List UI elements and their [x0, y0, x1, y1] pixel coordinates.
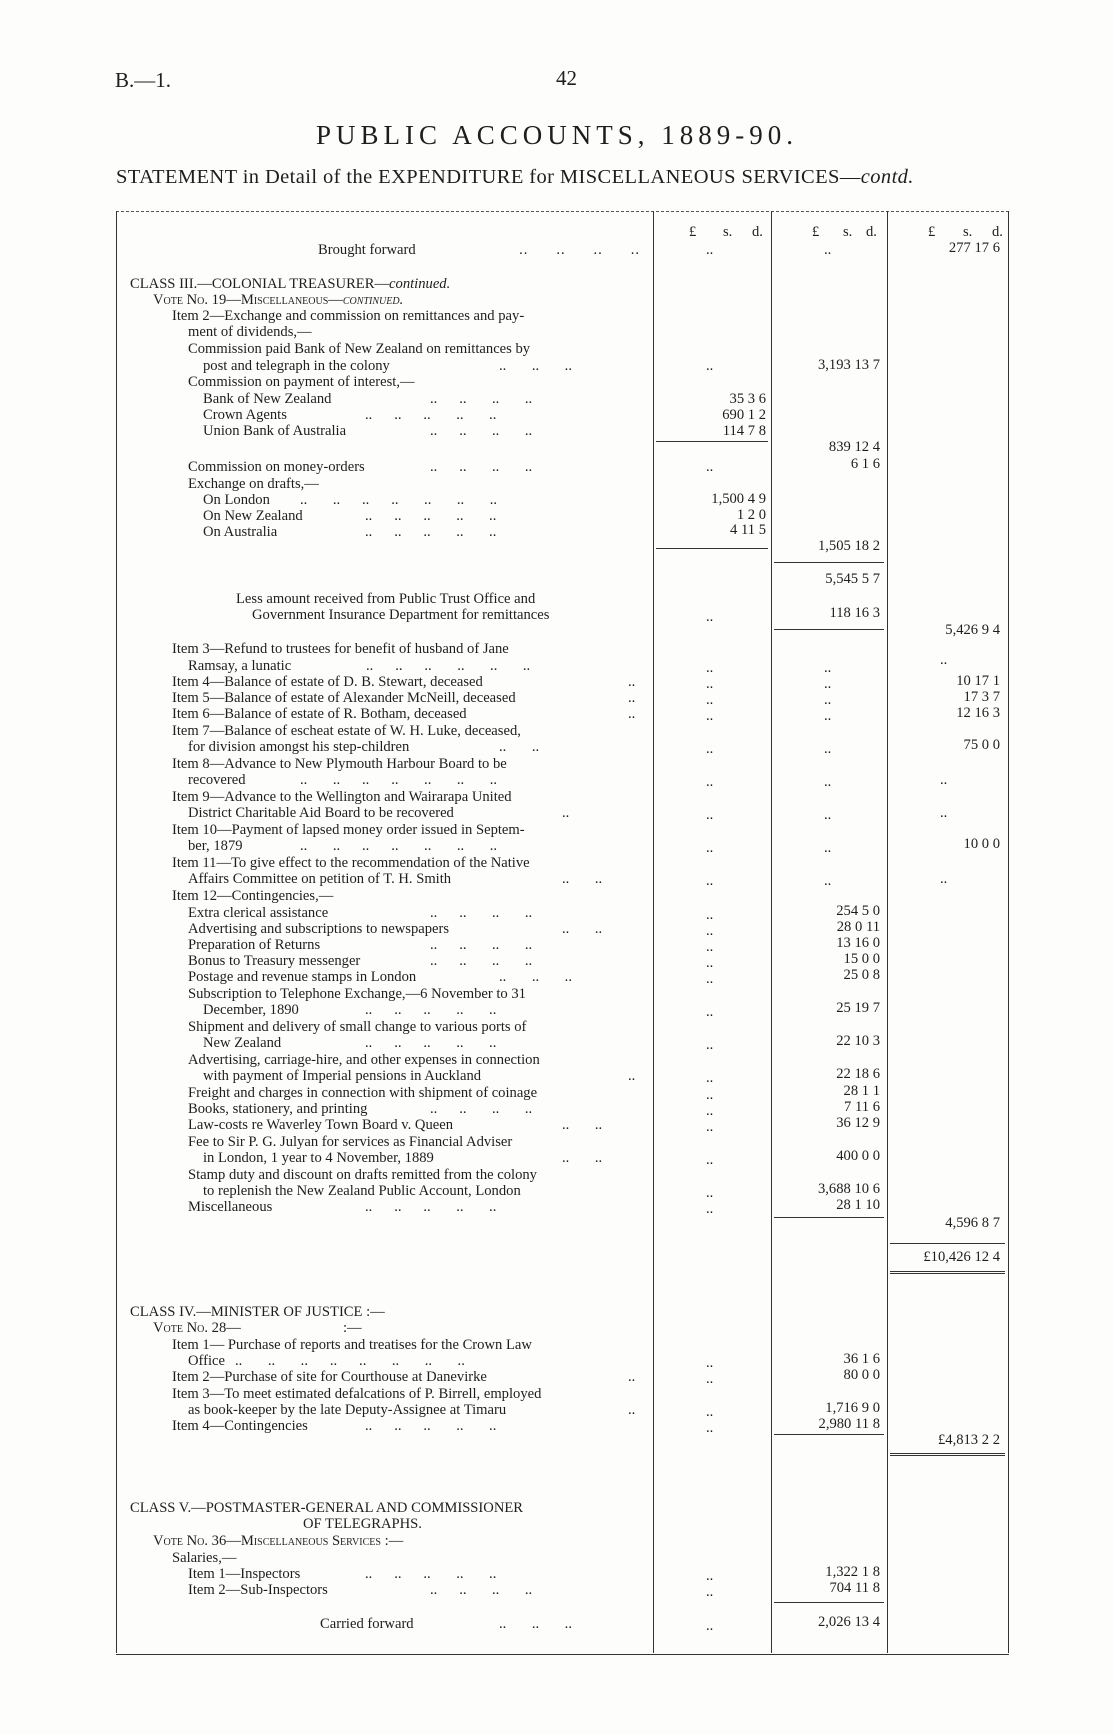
- class-3-heading: [130, 276, 450, 292]
- subtotal-rule: [774, 629, 884, 630]
- freight-label: Freight and charges in connection with shipment of coinage: [188, 1085, 538, 1101]
- leader-dots: .. ..: [562, 1117, 603, 1133]
- total-rule: [890, 1243, 1005, 1244]
- item-10-amount: 10 0 0: [963, 836, 1000, 852]
- drafts-total: 1,505 18 2: [817, 538, 880, 554]
- col2-dots: ..: [824, 873, 832, 889]
- item-2-total: 5,426 9 4: [945, 622, 1000, 638]
- leader-dots: .. ..: [562, 1150, 603, 1166]
- total-double-rule: [890, 1453, 1005, 1456]
- leader-dots: .. .. .. ..: [430, 953, 533, 969]
- col1-dots: ..: [706, 708, 714, 724]
- leader-dots: .. ..: [499, 739, 540, 755]
- vote-28-colon: :—: [343, 1320, 362, 1336]
- justice-item-1-line-2: Office: [188, 1353, 226, 1369]
- class-5-heading-line-1: CLASS V.—POSTMASTER-GENERAL AND COMMISSIONER: [130, 1500, 524, 1516]
- crown-agents-label: Crown Agents: [203, 407, 287, 423]
- item-6-label: Item 6—Balance of estate of R. Botham, deceased: [172, 706, 467, 722]
- subtotal-rule: [774, 1602, 884, 1603]
- on-london-label: On London: [203, 492, 270, 508]
- col1-dots: ..: [706, 741, 714, 757]
- subtotal-amount: 5,545 5 7: [825, 571, 880, 587]
- leader-dots: .. .. .. .. ..: [365, 1566, 497, 1582]
- col2-dots: ..: [824, 660, 832, 676]
- col1-dots: ..: [706, 1070, 714, 1086]
- col2-dots: ..: [824, 741, 832, 757]
- leader-dots: .. .. .. .. ..: [365, 1035, 497, 1051]
- inspectors-label: Item 1—Inspectors: [188, 1566, 301, 1582]
- books-label: Books, stationery, and printing: [188, 1101, 368, 1117]
- leader-dots: .. .. .. ..: [430, 391, 533, 407]
- col1-dots: ..: [706, 873, 714, 889]
- clerical-amount: 254 5 0: [836, 903, 880, 919]
- freight-amount: 28 1 1: [843, 1083, 880, 1099]
- vote-36-heading: Vote No. 36—Miscellaneous Services :—: [153, 1533, 404, 1549]
- page-title: PUBLIC ACCOUNTS, 1889-90.: [315, 120, 799, 150]
- col1-dots: ..: [706, 1371, 714, 1387]
- brought-forward-label: Brought forward: [318, 242, 416, 258]
- bank-of-new-zealand-label: Bank of New Zealand: [203, 391, 332, 407]
- leader-dots: .. ..: [562, 871, 603, 887]
- col2-dots: ..: [824, 242, 832, 258]
- leader-dots: ..: [628, 1369, 636, 1385]
- subtotal-rule: [774, 1217, 884, 1218]
- col1-dots: ..: [706, 907, 714, 923]
- on-new-zealand-amount: 1 2 0: [736, 507, 766, 523]
- col2-dots: ..: [824, 774, 832, 790]
- exchange-drafts-heading: Exchange on drafts,—: [188, 476, 319, 492]
- leader-dots: .. .. .. ..: [430, 423, 533, 439]
- leader-dots: .. .. .. ..: [519, 242, 640, 258]
- stamp-line-1: Stamp duty and discount on drafts remitted from the colony: [188, 1167, 537, 1183]
- item-8-line-1: Item 8—Advance to New Plymouth Harbour Board to be: [172, 756, 507, 772]
- col2-pound-header: £: [812, 224, 820, 240]
- class-4-total: £4,813 2 2: [937, 1432, 1000, 1448]
- item-4-amount: 10 17 1: [956, 673, 1000, 689]
- sub-inspectors-label: Item 2—Sub-Inspectors: [188, 1582, 328, 1598]
- telephone-line-2: December, 1890: [203, 1002, 299, 1018]
- col1-dots: ..: [706, 1119, 714, 1135]
- leader-dots: .. .. .. .. ..: [365, 508, 497, 524]
- fee-amount: 400 0 0: [836, 1148, 880, 1164]
- leader-dots: .. .. .. .. .. .. ..: [300, 838, 498, 854]
- item-2-line-1: Item 2—Exchange and commission on remittances and pay-: [172, 308, 525, 324]
- bonus-amount: 15 0 0: [843, 951, 880, 967]
- col1-shilling-header: s.: [723, 224, 733, 240]
- page-number: 42: [556, 66, 577, 90]
- col1-dots: ..: [706, 1355, 714, 1371]
- item-3-line-2: Ramsay, a lunatic: [188, 658, 292, 674]
- postage-label: Postage and revenue stamps in London: [188, 969, 417, 985]
- col1-dots: ..: [706, 692, 714, 708]
- item-5-label: Item 5—Balance of estate of Alexander McNeill, deceased: [172, 690, 516, 706]
- fee-line-1: Fee to Sir P. G. Julyan for services as Financial Adviser: [188, 1134, 513, 1150]
- advertising-amount: 28 0 11: [836, 919, 880, 935]
- on-new-zealand-label: On New Zealand: [203, 508, 303, 524]
- col3-dots: ..: [940, 871, 948, 887]
- table-rule-right: [1008, 211, 1009, 1653]
- col3-shilling-header: s.: [963, 224, 973, 240]
- item-9-line-2: District Charitable Aid Board to be recovered: [188, 805, 454, 821]
- telephone-line-1: Subscription to Telephone Exchange,—6 November to 31: [188, 986, 526, 1002]
- leader-dots: .. .. .. ..: [430, 459, 533, 475]
- stamp-amount: 3,688 10 6: [817, 1181, 880, 1197]
- col1-dots: ..: [706, 1037, 714, 1053]
- col2-dots: ..: [824, 807, 832, 823]
- shipment-line-2: New Zealand: [203, 1035, 282, 1051]
- subtitle-main: STATEMENT in Detail of the EXPENDITURE for MISCELLANEOUS SERVICES—: [116, 166, 861, 188]
- lawcosts-amount: 36 12 9: [836, 1115, 880, 1131]
- leader-dots: .. .. .. .. ..: [365, 1199, 497, 1215]
- item-2-line-2: ment of dividends,—: [188, 324, 312, 340]
- commission-bnz-amount: 3,193 13 7: [817, 357, 880, 373]
- col1-dots: ..: [706, 609, 714, 625]
- col1-dots: ..: [706, 676, 714, 692]
- carriage-amount: 22 18 6: [836, 1066, 880, 1082]
- leader-dots: .. .. .. ..: [430, 905, 533, 921]
- justice-item-1-amount: 36 1 6: [843, 1351, 880, 1367]
- less-amount-line-1: Less amount received from Public Trust Office and: [236, 591, 536, 607]
- item-12-total: 4,596 8 7: [945, 1215, 1000, 1231]
- subtotal-rule: [656, 441, 768, 442]
- leader-dots: .. .. .. ..: [430, 1101, 533, 1117]
- item-8-line-2: recovered: [188, 772, 246, 788]
- leader-dots: .. .. .. ..: [430, 937, 533, 953]
- inspectors-amount: 1,322 1 8: [825, 1564, 880, 1580]
- col1-dots: ..: [706, 807, 714, 823]
- carried-forward-label: Carried forward: [320, 1616, 414, 1632]
- carried-forward-amount: 2,026 13 4: [817, 1614, 880, 1630]
- less-amount-line-2: Government Insurance Department for remittances: [252, 607, 550, 623]
- leader-dots: ..: [628, 706, 636, 722]
- class-4-heading: CLASS IV.—MINISTER OF JUSTICE :—: [130, 1304, 385, 1320]
- col1-dots: ..: [706, 459, 714, 475]
- col2-dots: ..: [824, 676, 832, 692]
- col1-pound-header: £: [689, 224, 697, 240]
- statement-subtitle: [116, 166, 914, 189]
- leader-dots: .. .. .. ..: [430, 1582, 533, 1598]
- item-11-line-2: Affairs Committee on petition of T. H. Smith: [188, 871, 452, 887]
- on-australia-label: On Australia: [203, 524, 278, 540]
- leader-dots: .. .. .. .. .. .. ..: [300, 772, 498, 788]
- col1-dots: ..: [706, 1004, 714, 1020]
- advertising-label: Advertising and subscriptions to newspapers: [188, 921, 450, 937]
- item-4-label: Item 4—Balance of estate of D. B. Stewart, deceased: [172, 674, 483, 690]
- leader-dots: .. .. .. .. ..: [365, 524, 497, 540]
- crown-agents-amount: 690 1 2: [722, 407, 766, 423]
- leader-dots: ..: [628, 690, 636, 706]
- carriage-line-2: with payment of Imperial pensions in Auckland: [203, 1068, 482, 1084]
- col3-pence-header: d.: [992, 224, 1003, 240]
- column-rule-1: [653, 211, 654, 1653]
- col1-dots: ..: [706, 242, 714, 258]
- vote-19-continued: continued.: [342, 292, 404, 308]
- item-9-line-1: Item 9—Advance to the Wellington and Wairarapa United: [172, 789, 512, 805]
- col3-pound-header: £: [928, 224, 936, 240]
- telephone-amount: 25 19 7: [836, 1000, 880, 1016]
- item-7-line-1: Item 7—Balance of escheat estate of W. H. Luke, deceased,: [172, 723, 521, 739]
- commission-interest-heading: Commission on payment of interest,—: [188, 374, 415, 390]
- bonus-label: Bonus to Treasury messenger: [188, 953, 361, 969]
- leader-dots: .. .. ..: [499, 969, 572, 985]
- column-rule-3: [887, 211, 888, 1653]
- class-5-heading-line-2: OF TELEGRAPHS.: [303, 1516, 422, 1532]
- item-12-heading: Item 12—Contingencies,—: [172, 888, 334, 904]
- leader-dots: .. .. .. .. .. .. .. ..: [235, 1353, 465, 1369]
- union-bank-amount: 114 7 8: [722, 423, 766, 439]
- leader-dots: ..: [628, 1402, 636, 1418]
- justice-item-3-amount: 1,716 9 0: [825, 1400, 880, 1416]
- union-bank-label: Union Bank of Australia: [203, 423, 347, 439]
- item-10-line-1: Item 10—Payment of lapsed money order issued in Septem-: [172, 822, 525, 838]
- justice-item-3-line-2: as book-keeper by the late Deputy-Assignee at Timaru: [188, 1402, 507, 1418]
- vote-19-heading: [153, 292, 403, 308]
- col1-dots: ..: [706, 774, 714, 790]
- total-double-rule: [890, 1271, 1005, 1274]
- justice-item-4-label: Item 4—Contingencies: [172, 1418, 308, 1434]
- col1-dots: ..: [706, 1568, 714, 1584]
- page-reference: B.—1.: [115, 68, 172, 92]
- col1-dots: ..: [706, 1201, 714, 1217]
- col1-dots: ..: [706, 1087, 714, 1103]
- col3-dots: ..: [940, 805, 948, 821]
- subtotal-rule: [774, 562, 884, 563]
- item-10-line-2: ber, 1879: [188, 838, 243, 854]
- books-amount: 7 11 6: [844, 1099, 880, 1115]
- col1-dots: ..: [706, 840, 714, 856]
- on-london-amount: 1,500 4 9: [711, 491, 766, 507]
- commission-bnz-line-2: post and telegraph in the colony: [203, 358, 390, 374]
- col1-dots: ..: [706, 1404, 714, 1420]
- subtotal-rule: [774, 1434, 884, 1435]
- col1-dots: ..: [706, 955, 714, 971]
- leader-dots: ..: [562, 805, 570, 821]
- shipment-amount: 22 10 3: [836, 1033, 880, 1049]
- subtotal-rule: [656, 548, 768, 549]
- col2-pence-header: d.: [866, 224, 877, 240]
- postage-amount: 25 0 8: [843, 967, 880, 983]
- brought-forward-amount: 277 17 6: [948, 240, 1000, 256]
- col1-dots: ..: [706, 1618, 714, 1634]
- stamp-line-2: to replenish the New Zealand Public Account, London: [203, 1183, 521, 1199]
- col1-dots: ..: [706, 1103, 714, 1119]
- justice-item-2-amount: 80 0 0: [843, 1367, 880, 1383]
- leader-dots: .. .. .. .. ..: [365, 1002, 497, 1018]
- leader-dots: .. .. .. .. ..: [365, 407, 497, 423]
- col2-dots: ..: [824, 692, 832, 708]
- commission-bnz-line-1: Commission paid Bank of New Zealand on remittances by: [188, 341, 531, 357]
- lawcosts-label: Law-costs re Waverley Town Board v. Queen: [188, 1117, 454, 1133]
- miscellaneous-label: Miscellaneous: [188, 1199, 273, 1215]
- vote-19-text: Vote No. 19—Miscellaneous—: [153, 292, 343, 308]
- miscellaneous-amount: 28 1 10: [836, 1197, 880, 1213]
- class-3-text: CLASS III.—COLONIAL TREASURER—: [130, 276, 390, 292]
- col1-dots: ..: [706, 1152, 714, 1168]
- col1-dots: ..: [706, 939, 714, 955]
- shipment-line-1: Shipment and delivery of small change to various ports of: [188, 1019, 527, 1035]
- col3-dots: ..: [940, 772, 948, 788]
- item-7-amount: 75 0 0: [963, 737, 1000, 753]
- class-3-continued: continued.: [389, 276, 451, 292]
- clerical-label: Extra clerical assistance: [188, 905, 329, 921]
- col1-dots: ..: [706, 971, 714, 987]
- leader-dots: ..: [628, 674, 636, 690]
- returns-amount: 13 16 0: [836, 935, 880, 951]
- col1-dots: ..: [706, 1185, 714, 1201]
- returns-label: Preparation of Returns: [188, 937, 321, 953]
- leader-dots: .. .. .. .. .. ..: [366, 658, 531, 674]
- leader-dots: .. .. .. .. .. .. ..: [300, 492, 498, 508]
- subtitle-contd: contd.: [860, 166, 914, 188]
- item-3-line-1: Item 3—Refund to trustees for benefit of husband of Jane: [172, 641, 509, 657]
- carriage-line-1: Advertising, carriage-hire, and other expenses in connection: [188, 1052, 540, 1068]
- col1-pence-header: d.: [752, 224, 763, 240]
- col2-dots: ..: [824, 708, 832, 724]
- justice-item-4-amount: 2,980 11 8: [818, 1416, 880, 1432]
- leader-dots: ..: [628, 1068, 636, 1084]
- money-orders-label: Commission on money-orders: [188, 459, 365, 475]
- col1-dots: ..: [706, 660, 714, 676]
- bank-of-new-zealand-amount: 35 3 6: [729, 391, 766, 407]
- justice-item-2-label: Item 2—Purchase of site for Courthouse at Danevirke: [172, 1369, 487, 1385]
- leader-dots: .. .. ..: [499, 1616, 572, 1632]
- item-5-amount: 17 3 7: [963, 689, 1000, 705]
- fee-line-2: in London, 1 year to 4 November, 1889: [203, 1150, 434, 1166]
- table-rule-left: [116, 211, 117, 1653]
- leader-dots: .. .. ..: [499, 358, 572, 374]
- leader-dots: .. ..: [562, 921, 603, 937]
- column-rule-2: [771, 211, 772, 1653]
- col3-dots: ..: [940, 652, 948, 668]
- item-7-line-2: for division amongst his step-children: [188, 739, 410, 755]
- col2-dots: ..: [824, 840, 832, 856]
- justice-item-1-line-1: Item 1— Purchase of reports and treatises for the Crown Law: [172, 1337, 532, 1353]
- vote-28-heading: Vote No. 28—: [153, 1320, 241, 1336]
- on-australia-amount: 4 11 5: [730, 522, 766, 538]
- money-orders-amount: 6 1 6: [850, 456, 880, 472]
- interest-total: 839 12 4: [828, 439, 880, 455]
- col1-dots: ..: [706, 923, 714, 939]
- col1-dots: ..: [706, 1420, 714, 1436]
- leader-dots: .. .. .. .. ..: [365, 1418, 497, 1434]
- less-amount-value: 118 16 3: [829, 605, 880, 621]
- col1-dots: ..: [706, 358, 714, 374]
- item-11-line-1: Item 11—To give effect to the recommendation of the Native: [172, 855, 530, 871]
- col1-dots: ..: [706, 1584, 714, 1600]
- sub-inspectors-amount: 704 11 8: [829, 1580, 880, 1596]
- justice-item-3-line-1: Item 3—To meet estimated defalcations of P. Birrell, employed: [172, 1386, 542, 1402]
- col2-shilling-header: s.: [843, 224, 853, 240]
- item-6-amount: 12 16 3: [956, 705, 1000, 721]
- class-3-total: £10,426 12 4: [923, 1249, 1000, 1265]
- salaries-heading: Salaries,—: [172, 1550, 237, 1566]
